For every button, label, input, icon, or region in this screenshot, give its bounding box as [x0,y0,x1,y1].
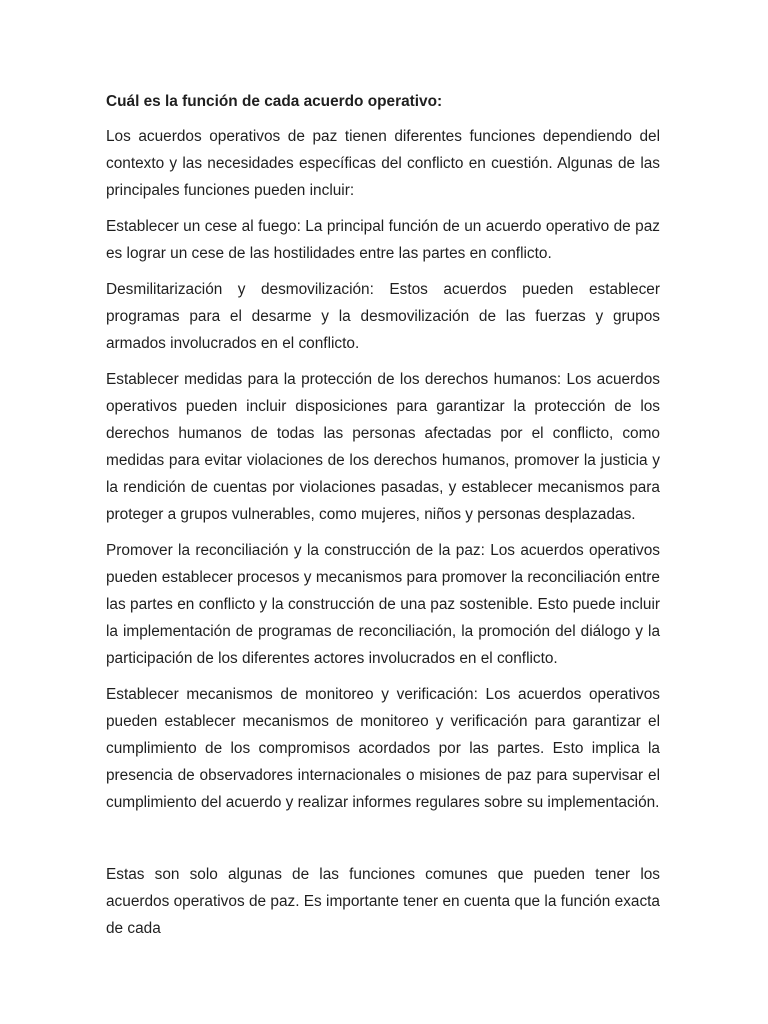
document-heading: Cuál es la función de cada acuerdo operativo: [106,93,443,110]
paragraph-reconciliacion: Promover la reconciliación y la construcción de la paz: Los acuerdos operativos pueden establecer procesos y mecanismos para promover la reconciliación entre las partes en conflicto y la construcción de una paz sostenible. Esto puede incluir la implementación de programas de reconciliación, la promoción del diálogo y la participación de los diferentes actores involucrados en el conflicto. [106,542,660,667]
paragraph-desmilitarizacion: Desmilitarización y desmovilización: Estos acuerdos pueden establecer programas para el desarme y la desmovilización de las fuerzas y grupos armados involucrados en el conflicto. [106,281,660,352]
paragraph-intro: Los acuerdos operativos de paz tienen diferentes funciones dependiendo del contexto y las necesidades específicas del conflicto en cuestión. Algunas de las principales funciones pueden incluir: [106,128,660,199]
paragraph-closing: Estas son solo algunas de las funciones comunes que pueden tener los acuerdos operativos de paz. Es importante tener en cuenta que la función exacta de cada [106,866,660,937]
paragraph-derechos-humanos: Establecer medidas para la protección de los derechos humanos: Los acuerdos operativos pueden incluir disposiciones para garantizar la protección de los derechos humanos de todas las personas afectadas por el conflicto, como medidas para evitar violaciones de los derechos humanos, promover la justicia y la rendición de cuentas por violaciones pasadas, y establecer mecanismos para proteger a grupos vulnerables, como mujeres, niños y personas desplazadas. [106,371,660,523]
paragraph-monitoreo: Establecer mecanismos de monitoreo y verificación: Los acuerdos operativos pueden establecer mecanismos de monitoreo y verificación para garantizar el cumplimiento de los compromisos acordados por las partes. Esto implica la presencia de observadores internacionales o misiones de paz para supervisar el cumplimiento del acuerdo y realizar informes regulares sobre su implementación. [106,686,660,811]
document-body [106,88,660,951]
paragraph-cese-al-fuego: Establecer un cese al fuego: La principal función de un acuerdo operativo de paz es lograr un cese de las hostilidades entre las partes en conflicto. [106,218,660,262]
